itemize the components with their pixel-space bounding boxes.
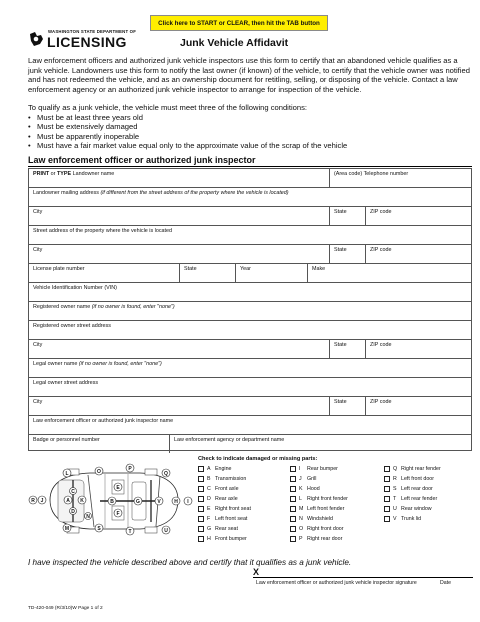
state-field[interactable]: State — [329, 207, 365, 225]
checkbox[interactable] — [198, 476, 204, 482]
section-divider — [28, 166, 472, 167]
legal-owner-name-field[interactable]: Legal owner name (if no owner is found, enter "none") — [33, 361, 162, 367]
zip-field[interactable]: ZIP code — [365, 340, 471, 358]
diagram-label: G — [136, 499, 140, 505]
form-row-city-1 — [29, 207, 471, 226]
checkbox[interactable] — [198, 486, 204, 492]
form-row-inspector — [29, 416, 471, 435]
form-row-reg-owner — [29, 302, 471, 321]
diagram-label: C — [71, 489, 75, 495]
diagram-label: N — [86, 514, 90, 520]
checkbox-right-front-door[interactable]: O Right front door — [290, 526, 370, 535]
checkbox[interactable] — [290, 506, 296, 512]
badge-number-field[interactable]: Badge or personnel number — [33, 437, 100, 443]
form-row-plate — [29, 264, 471, 283]
parts-checklist — [198, 456, 473, 546]
year-field[interactable]: Year — [235, 264, 307, 282]
checkbox-left-front-door[interactable]: R Left front door — [384, 476, 464, 485]
form-row-badge — [29, 435, 471, 451]
checkbox[interactable] — [198, 506, 204, 512]
checkbox[interactable] — [384, 516, 390, 522]
checkbox-right-rear-fender[interactable]: Q Right rear fender — [384, 466, 464, 475]
checkbox-left-rear-fender[interactable]: T Left rear fender — [384, 496, 464, 505]
diagram-label: D — [71, 509, 75, 515]
checkbox-rear-window[interactable]: U Rear window — [384, 506, 464, 515]
diagram-label: R — [31, 498, 35, 504]
checkbox[interactable] — [384, 496, 390, 502]
checkbox[interactable] — [198, 536, 204, 542]
diagram-label: J — [40, 498, 44, 504]
checkbox-hood[interactable]: K Hood — [290, 486, 370, 495]
checkbox-front-axle[interactable]: C Front axle — [198, 486, 278, 495]
condition-item: • Must have a fair market value equal only to the approximate value of the scrap of the vehicle — [28, 141, 473, 151]
zip-field[interactable]: ZIP code — [365, 207, 471, 225]
checkbox-right-front-fender[interactable]: L Right front fender — [290, 496, 370, 505]
form-row-landowner — [29, 169, 471, 188]
property-address-field[interactable]: Street address of the property where the vehicle is located — [33, 228, 173, 234]
inspector-name-field[interactable]: Law enforcement officer or authorized junk inspector name — [33, 418, 174, 424]
diagram-label: V — [157, 499, 161, 505]
city-field[interactable]: City — [33, 399, 43, 405]
make-field[interactable]: Make — [307, 264, 471, 282]
diagram-label: T — [128, 529, 132, 535]
diagram-label: I — [187, 499, 189, 505]
diagram-label: H — [174, 499, 178, 505]
diagram-label: P — [128, 466, 132, 472]
vin-field[interactable]: Vehicle Identification Number (VIN) — [33, 285, 117, 291]
checkbox[interactable] — [198, 466, 204, 472]
checkbox[interactable] — [198, 526, 204, 532]
form-row-city-3 — [29, 340, 471, 359]
checkbox[interactable] — [198, 516, 204, 522]
agency-name: LICENSING — [47, 34, 127, 50]
diagram-label: F — [116, 511, 120, 517]
diagram-label: S — [97, 526, 101, 532]
page-title: Junk Vehicle Affidavit — [180, 37, 289, 49]
plate-state-field[interactable]: State — [179, 264, 235, 282]
state-field[interactable]: State — [329, 397, 365, 415]
checkbox[interactable] — [384, 466, 390, 472]
form-row-city-2 — [29, 245, 471, 264]
checkbox-rear-bumper[interactable]: I Rear bumper — [290, 466, 370, 475]
checkbox-front-bumper[interactable]: H Front bumper — [198, 536, 278, 545]
agency-name-field[interactable]: Law enforcement agency or department name — [169, 435, 471, 453]
signature-caption: Law enforcement officer or authorized junk vehicle inspector signature — [256, 580, 417, 586]
intro-paragraph: Law enforcement officers and authorized junk vehicle inspectors use this form to certify that an abandoned vehicle qualifies as a junk vehicle. Landowners use this form to notify the last owner (if known) of the vehicle, to certify that the vehicle owner was notified and has not redeemed the vehicle, and as an ownership document for retitling, selling, or disposing of the vehicle. Contact a law enforcement agency or an authorized junk vehicle inspector to arrange for inspection of the vehicle. — [28, 56, 470, 94]
condition-item: • Must be apparently inoperable — [28, 132, 473, 142]
condition-item: • Must be extensively damaged — [28, 122, 473, 132]
agency-department: WASHINGTON STATE DEPARTMENT OF — [48, 29, 137, 34]
checkbox[interactable] — [290, 516, 296, 522]
diagram-label: O — [97, 469, 101, 475]
checkbox[interactable] — [384, 506, 390, 512]
checkbox-grill[interactable]: J Grill — [290, 476, 370, 485]
diagram-label: L — [65, 471, 69, 477]
checkbox-windshield[interactable]: N Windshield — [290, 516, 370, 525]
vehicle-form — [28, 168, 472, 451]
qualification-intro: To qualify as a junk vehicle, the vehicle must meet three of the following conditions: — [28, 103, 308, 112]
checkbox[interactable] — [384, 476, 390, 482]
section-heading: Law enforcement officer or authorized junk inspector — [28, 155, 256, 165]
signature-x: X — [253, 567, 260, 577]
checklist-title: Check to indicate damaged or missing parts: — [198, 456, 318, 462]
checkbox[interactable] — [290, 526, 296, 532]
form-row-reg-address — [29, 321, 471, 340]
checkbox[interactable] — [198, 496, 204, 502]
checkbox-right-front-seat[interactable]: E Right front seat — [198, 506, 278, 515]
city-field[interactable]: City — [33, 247, 43, 253]
form-row-mailing — [29, 188, 471, 207]
checkbox-rear-seat[interactable]: G Rear seat — [198, 526, 278, 535]
state-seal-icon — [28, 30, 46, 48]
checkbox[interactable] — [384, 486, 390, 492]
checkbox-left-rear-door[interactable]: S Left rear door — [384, 486, 464, 495]
telephone-field[interactable]: (Area code) Telephone number — [329, 169, 471, 187]
checkbox[interactable] — [290, 466, 296, 472]
vehicle-parts-diagram — [28, 458, 196, 546]
certification-statement: I have inspected the vehicle described above and certify that it qualifies as a junk vehicle. — [28, 558, 352, 567]
checkbox-engine[interactable]: A Engine — [198, 466, 278, 475]
checkbox[interactable] — [290, 536, 296, 542]
condition-list — [28, 113, 473, 151]
form-row-legal-owner — [29, 359, 471, 378]
city-field[interactable]: City — [33, 342, 43, 348]
registered-owner-name-field[interactable]: Registered owner name (if no owner is found, enter "none") — [33, 304, 175, 310]
zip-field[interactable]: ZIP code — [365, 245, 471, 263]
mailing-address-field[interactable]: Landowner mailing address (if different from the street address of the property where the vehicle is located) — [33, 190, 289, 196]
landowner-name-field[interactable]: PRINT or TYPE Landowner name — [33, 171, 115, 177]
diagram-label: B — [110, 499, 114, 505]
form-row-legal-address — [29, 378, 471, 397]
start-clear-button[interactable]: Click here to START or CLEAR, then hit the TAB button — [150, 15, 328, 31]
diagram-label: K — [80, 498, 84, 504]
checkbox-rear-axle[interactable]: D Rear axle — [198, 496, 278, 505]
form-footer: TD-420-049 (R/3/10)W Page 1 of 2 — [28, 606, 103, 611]
qualification-block — [28, 103, 473, 151]
form-row-vin — [29, 283, 471, 302]
checkbox[interactable] — [290, 476, 296, 482]
checkbox[interactable] — [290, 486, 296, 492]
zip-field[interactable]: ZIP code — [365, 397, 471, 415]
diagram-label: U — [164, 528, 168, 534]
form-row-street — [29, 226, 471, 245]
diagram-label: A — [66, 498, 70, 504]
signature-field[interactable] — [253, 577, 473, 578]
checkbox[interactable] — [290, 496, 296, 502]
checkbox-transmission[interactable]: B Transmission — [198, 476, 278, 485]
license-plate-field[interactable]: License plate number — [33, 266, 85, 272]
city-field[interactable]: City — [33, 209, 43, 215]
diagram-label: E — [116, 485, 120, 491]
diagram-label: Q — [164, 471, 168, 477]
registered-owner-address-field[interactable]: Registered owner street address — [33, 323, 111, 329]
state-field[interactable]: State — [329, 340, 365, 358]
diagram-label: M — [64, 526, 70, 532]
form-row-city-4 — [29, 397, 471, 416]
checkbox-left-front-seat[interactable]: F Left front seat — [198, 516, 278, 525]
checkbox-trunk-lid[interactable]: V Trunk lid — [384, 516, 464, 525]
checkbox-left-front-fender[interactable]: M Left front fender — [290, 506, 370, 515]
date-caption: Date — [440, 580, 451, 586]
agency-logo — [28, 28, 137, 50]
checkbox-right-rear-door[interactable]: P Right rear door — [290, 536, 370, 545]
state-field[interactable]: State — [329, 245, 365, 263]
condition-item: • Must be at least three years old — [28, 113, 473, 123]
legal-owner-address-field[interactable]: Legal owner street address — [33, 380, 99, 386]
